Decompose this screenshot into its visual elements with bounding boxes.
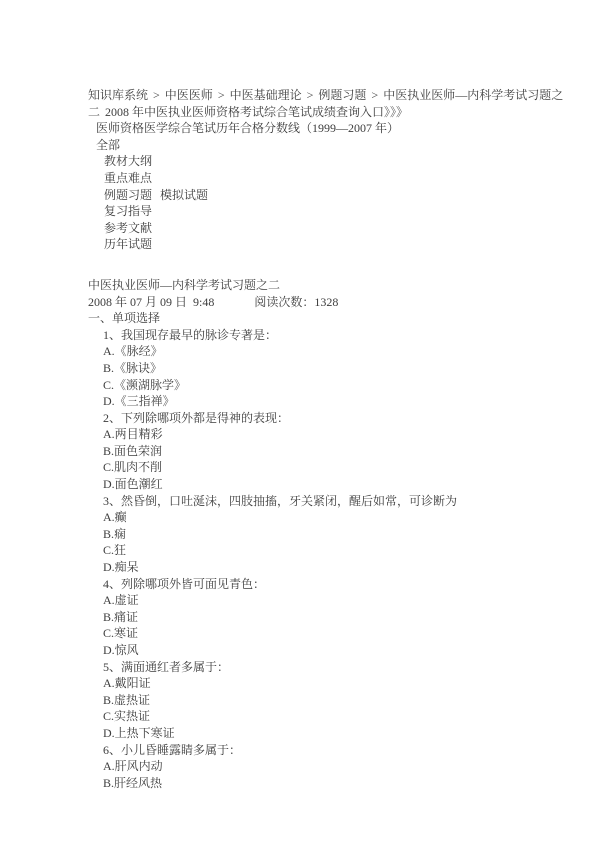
option-line: A.《脉经》: [103, 344, 163, 359]
article-title: 中医执业医师—内科学考试习题之二: [88, 277, 281, 292]
breadcrumb-item-example-exercises[interactable]: 例题习题: [318, 88, 367, 102]
breadcrumb-separator: >: [371, 88, 379, 102]
question-text: 4、列除哪项外皆可面见青色：: [103, 576, 266, 591]
question-block: [88, 659, 600, 742]
question-text: 6、小儿昏睡露睛多属于：: [103, 742, 242, 757]
category-menu: [88, 137, 600, 253]
article-date: 2008 年 07 月 09 日 9:48: [88, 294, 215, 309]
menu-item-references[interactable]: 参考文献: [104, 220, 153, 235]
option-line: D.《三指禅》: [103, 394, 175, 409]
menu-item-example-exercises[interactable]: 例题习题: [104, 187, 153, 202]
option-line: B.《脉诀》: [103, 360, 163, 375]
question-block: [88, 742, 600, 792]
option-line: C.肌肉不削: [103, 460, 163, 475]
option-line: C.寒证: [103, 626, 139, 641]
option-line: B.面色荣润: [103, 443, 163, 458]
option-line: C.实热证: [103, 709, 151, 724]
option-line: D.惊风: [103, 643, 139, 657]
breadcrumb-separator: >: [153, 88, 160, 102]
option-line: B.虚热证: [103, 692, 151, 707]
question-text: 3、然昏倒，口吐涎沫，四肢抽搐，牙关紧闭，醒后如常，可诊断为: [103, 493, 458, 508]
read-count-label: 阅读次数：: [254, 294, 315, 309]
breadcrumb-current-page: 中医执业医师—内科学考试习题之: [383, 88, 564, 102]
read-count-value: 1328: [314, 294, 339, 309]
option-line: A.虚证: [103, 593, 139, 608]
menu-item-review-guide[interactable]: 复习指导: [104, 204, 153, 219]
question-text: 1、我国现存最早的脉诊专著是：: [103, 327, 278, 342]
question-block: [88, 493, 600, 576]
menu-item-mock-exams[interactable]: 模拟试题: [160, 187, 209, 202]
pass-score-line-label: 医师资格医学综合笔试历年合格分数线（1999—2007 年）: [96, 121, 400, 136]
menu-item-past-papers[interactable]: 历年试题: [104, 237, 153, 252]
option-line: B.肝经风热: [103, 775, 163, 790]
question-block: [88, 576, 600, 659]
breadcrumb-item-kb-system[interactable]: 知识库系统: [88, 88, 149, 102]
question-text: 2、下列除哪项外都是得神的表现：: [103, 410, 290, 425]
breadcrumb-separator: >: [217, 88, 225, 102]
menu-row-exercises: [88, 187, 600, 204]
question-text: 5、满面通红者多属于：: [103, 659, 230, 674]
option-line: D.面色潮红: [103, 477, 163, 492]
option-line: B.痫: [103, 526, 127, 541]
option-line: A.两目精彩: [103, 427, 163, 442]
option-line: A.戴阳证: [103, 676, 151, 691]
breadcrumb-separator: >: [306, 88, 314, 102]
option-line: D.上热下寒证: [103, 725, 175, 740]
option-line: B.痛证: [103, 609, 139, 624]
question-block: [88, 410, 600, 493]
pass-score-line-link[interactable]: [88, 120, 600, 137]
section-heading: 一、单项选择: [88, 311, 161, 326]
breadcrumb-wrap-line: [88, 104, 600, 121]
option-line: C.狂: [103, 543, 127, 558]
breadcrumb: [88, 87, 600, 104]
article-meta: [88, 294, 600, 311]
option-line: C.《濒湖脉学》: [103, 377, 187, 392]
breadcrumb-current-page-wrap: 二: [88, 104, 101, 119]
menu-item-key-difficulties[interactable]: 重点难点: [104, 170, 153, 185]
menu-item-all[interactable]: 全部: [96, 137, 121, 152]
article: [88, 277, 600, 791]
option-line: A.肝风内动: [103, 759, 163, 774]
menu-item-textbook-outline[interactable]: 教材大纲: [104, 154, 153, 169]
breadcrumb-item-tcm-physician[interactable]: 中医医师: [164, 88, 213, 102]
question-block: [88, 327, 600, 410]
breadcrumb-item-tcm-basic-theory[interactable]: 中医基础理论: [229, 88, 302, 102]
score-query-entry-link[interactable]: 2008 年中医执业医师资格考试综合笔试成绩查询入口》》》: [105, 104, 409, 119]
option-line: D.痴呆: [103, 560, 139, 575]
option-line: A.癫: [103, 510, 127, 525]
